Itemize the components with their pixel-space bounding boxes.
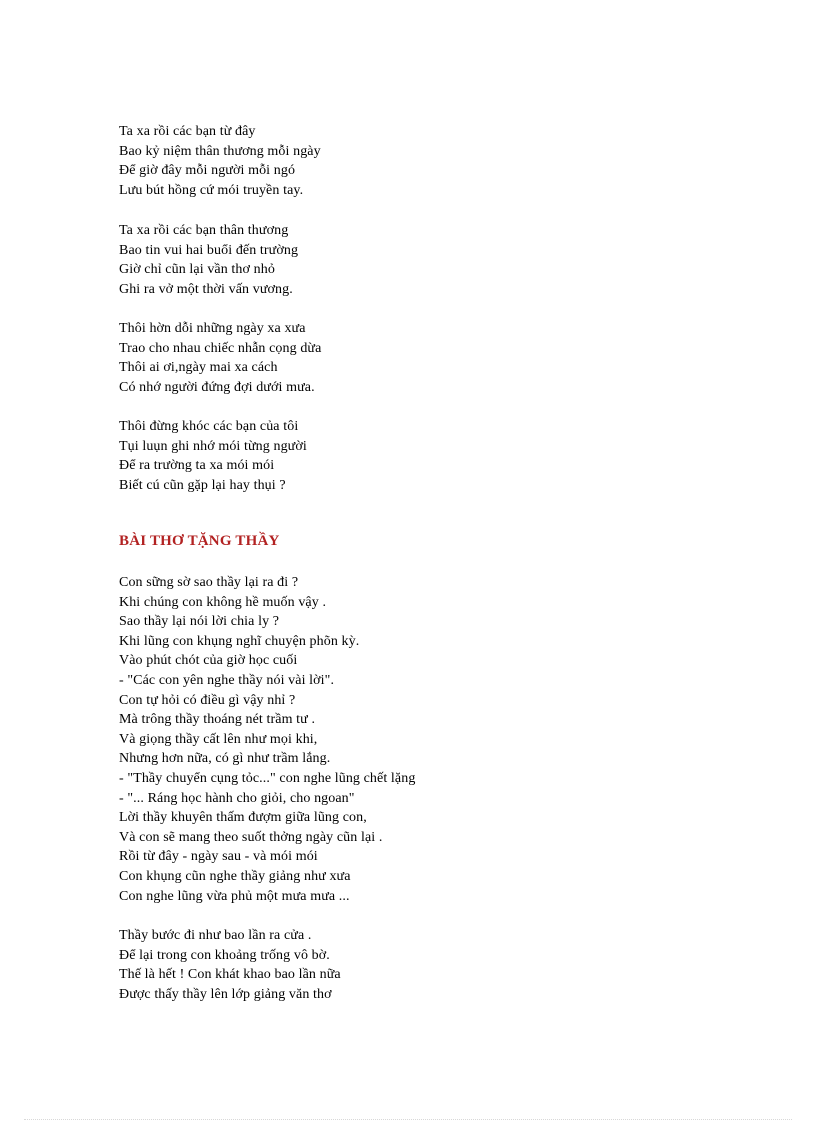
poem1-stanza-4 <box>119 417 719 495</box>
poem-line: Bao tin vui hai buổi đến trường <box>119 242 299 258</box>
poem-line: Con sững sờ sao thầy lại ra đi ? <box>119 575 299 590</box>
poem-line: Thế là hết ! Con khát khao bao lần nữa <box>119 967 341 983</box>
poem-line: Con nghe lũng vừa phủ một mưa mưa ... <box>119 888 350 904</box>
poem2-stanza-2 <box>119 926 719 1004</box>
poem-line: Vào phút chót của giờ học cuối <box>119 653 298 669</box>
poem-line: Thôi ai ơi,ngày mai xa cách <box>119 360 278 376</box>
poem-line: - "Thầy chuyển cụng tỏc..." con nghe lũng chết lặng <box>119 770 416 786</box>
poem-line: Khi chúng con không hề muốn vậy . <box>119 594 327 610</box>
poem2-stanza-1 <box>119 573 719 906</box>
poem-line: Rồi từ đây - ngày sau - và mói mói <box>119 849 318 865</box>
poem-line: Trao cho nhau chiếc nhẫn cọng dừa <box>119 340 322 356</box>
poem-line: Lưu bút hồng cứ mói truyền tay. <box>119 182 304 198</box>
poem-line: Ghi ra vở một thời vấn vương. <box>119 281 293 297</box>
poem-line: Thầy bước đi như bao lần ra cửa . <box>119 928 312 943</box>
poem-line: Con tự hỏi có điều gì vậy nhỉ ? <box>119 692 296 708</box>
poem-line: Sao thầy lại nói lời chia ly ? <box>119 614 280 630</box>
poem-line: Con khụng cũn nghe thầy giảng như xưa <box>119 868 351 884</box>
poem-line: - "... Ráng học hành cho giỏi, cho ngoan" <box>119 790 355 806</box>
page-bottom-divider <box>24 1119 792 1120</box>
poem-line: - "Các con yên nghe thầy nói vài lời". <box>119 672 335 688</box>
poem-line: Khi lũng con khụng nghĩ chuyện phõn kỳ. <box>119 633 360 649</box>
poem-line: Nhưng hơn nữa, có gì như trầm lắng. <box>119 751 331 767</box>
poem-line: Bao kỷ niệm thân thương mỗi ngày <box>119 143 321 159</box>
poem-line: Giờ chỉ cũn lại vần thơ nhỏ <box>119 262 275 278</box>
poem1-stanza-2 <box>119 221 719 299</box>
poem-line: Được thấy thầy lên lớp giảng văn thơ <box>119 986 332 1002</box>
poem-line: Và giọng thầy cất lên như mọi khi, <box>119 731 318 747</box>
poem-line: Để lại trong con khoảng trống vô bờ. <box>119 947 330 963</box>
poem-line: Mà trông thầy thoáng nét trầm tư . <box>119 712 316 728</box>
poem-line: Có nhớ người đứng đợi dưới mưa. <box>119 379 315 395</box>
poem-line: Tụi luụn ghi nhớ mói từng người <box>119 438 307 454</box>
poem1-stanza-3 <box>119 319 719 397</box>
poem-line: Và con sẽ mang theo suốt thởng ngày cũn lại . <box>119 829 383 845</box>
poem2-title: BÀI THƠ TẶNG THẦY <box>119 533 280 549</box>
poem-line: Để ra trường ta xa mói mói <box>119 458 275 474</box>
poem-line: Biết cú cũn gặp lại hay thụi ? <box>119 477 286 493</box>
poem-line: Ta xa rồi các bạn thân thương <box>119 223 289 238</box>
poem1-stanza-1 <box>119 122 719 200</box>
poem-line: Lời thầy khuyên thấm đượm giữa lũng con, <box>119 810 367 826</box>
poem-line: Thôi đừng khóc các bạn của tôi <box>119 419 299 434</box>
poem-line: Để giờ đây mỗi người mỗi ngó <box>119 163 296 179</box>
poem-line: Thôi hờn dỗi những ngày xa xưa <box>119 321 306 336</box>
poem-line: Ta xa rồi các bạn từ đây <box>119 124 256 139</box>
